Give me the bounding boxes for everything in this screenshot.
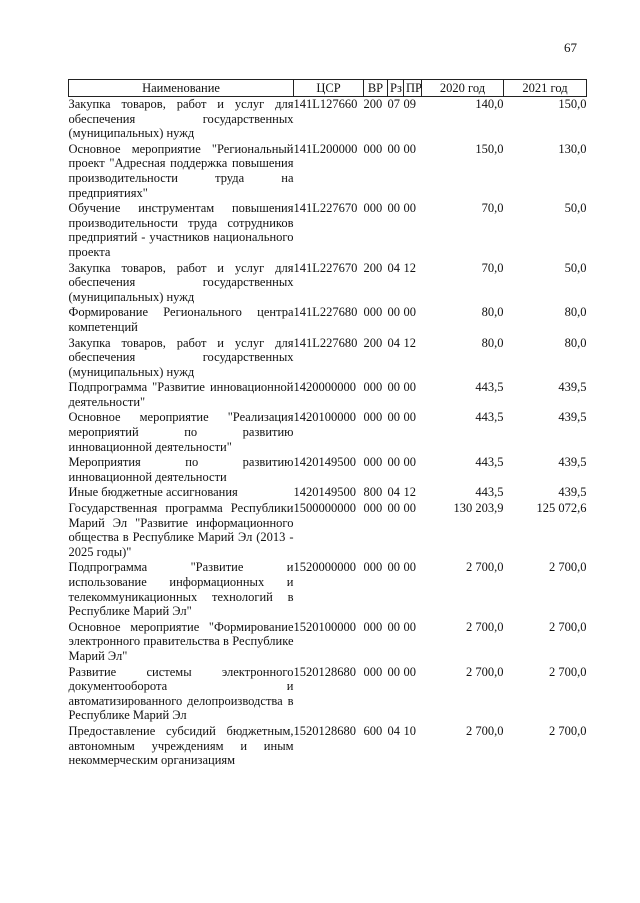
header-rz: Рз <box>388 80 404 97</box>
row-csr: 1420100000 <box>293 410 356 425</box>
row-rz: 04 <box>387 260 400 275</box>
row-vr: 000 <box>363 380 383 395</box>
row-pr: 00 <box>403 380 416 395</box>
table-row <box>69 142 587 201</box>
row-rz: 04 <box>387 335 400 350</box>
row-csr: 141L227680 <box>293 335 358 350</box>
row-amount-2021: 50,0 <box>564 201 587 216</box>
row-amount-2021: 150,0 <box>558 97 587 111</box>
table-row <box>69 620 587 665</box>
row-name: Мероприятия по развитию инновационной деятельности <box>68 455 294 484</box>
row-amount-2020: 2 700,0 <box>466 560 504 575</box>
row-csr: 1520100000 <box>293 619 356 634</box>
row-name: Государственная программа Республики Марий Эл "Развитие информационного общества в Республике Марий Эл (2013 - 2025 годы)" <box>68 501 294 559</box>
row-name: Подпрограмма "Развитие инновационной деятельности" <box>68 380 294 409</box>
row-pr: 00 <box>403 305 416 320</box>
row-name: Закупка товаров, работ и услуг для обеспечения государственных (муниципальных) нужд <box>68 335 294 379</box>
budget-table <box>68 79 587 769</box>
row-pr: 00 <box>403 201 416 216</box>
row-vr: 200 <box>363 97 383 111</box>
table-row <box>69 665 587 724</box>
row-amount-2020: 443,5 <box>475 455 504 470</box>
row-name: Иные бюджетные ассигнования <box>68 485 238 500</box>
row-vr: 800 <box>363 485 383 500</box>
table-row <box>69 336 587 381</box>
row-amount-2021: 50,0 <box>564 260 587 275</box>
row-pr: 00 <box>403 619 416 634</box>
row-amount-2020: 150,0 <box>475 141 504 156</box>
row-pr: 10 <box>403 723 416 738</box>
table-row <box>69 485 587 501</box>
row-rz: 07 <box>387 97 400 111</box>
row-rz: 00 <box>387 141 400 156</box>
row-pr: 09 <box>403 97 416 111</box>
row-name: Основное мероприятие "Формирование электронного правительства в Республике Марий Эл" <box>68 619 294 663</box>
row-amount-2021: 2 700,0 <box>549 723 587 738</box>
row-pr: 00 <box>403 664 416 679</box>
row-pr: 00 <box>403 501 416 516</box>
row-name: Подпрограмма "Развитие и использование информационных и телекоммуникационных технологий в Республике Марий Эл" <box>68 560 294 619</box>
row-csr: 1520000000 <box>293 560 356 575</box>
table-row <box>69 560 587 619</box>
row-csr: 141L127660 <box>293 97 358 111</box>
row-amount-2020: 2 700,0 <box>466 664 504 679</box>
row-rz: 04 <box>387 485 400 500</box>
header-csr: ЦСР <box>294 80 364 97</box>
row-pr: 12 <box>403 485 416 500</box>
row-csr: 1520128680 <box>293 723 356 738</box>
row-amount-2020: 130 203,9 <box>453 501 504 516</box>
table-header-row <box>69 80 587 97</box>
row-vr: 000 <box>363 141 383 156</box>
row-pr: 12 <box>403 260 416 275</box>
row-csr: 141L200000 <box>293 141 358 156</box>
row-csr: 1420000000 <box>293 380 356 395</box>
row-vr: 000 <box>363 560 383 575</box>
row-csr: 141L227670 <box>293 260 358 275</box>
row-rz: 00 <box>387 455 400 470</box>
header-2021: 2021 год <box>504 80 587 97</box>
row-csr: 1420149500 <box>293 455 356 470</box>
row-vr: 000 <box>363 619 383 634</box>
row-name: Закупка товаров, работ и услуг для обеспечения государственных (муниципальных) нужд <box>68 260 294 304</box>
row-rz: 00 <box>387 305 400 320</box>
table-row <box>69 501 587 560</box>
header-pr: ПР <box>404 80 422 97</box>
row-pr: 00 <box>403 141 416 156</box>
header-name: Наименование <box>69 80 294 97</box>
row-amount-2020: 140,0 <box>475 97 504 111</box>
table-row <box>69 410 587 455</box>
row-rz: 00 <box>387 201 400 216</box>
row-amount-2021: 439,5 <box>558 485 587 500</box>
header-2020: 2020 год <box>422 80 504 97</box>
row-amount-2021: 2 700,0 <box>549 560 587 575</box>
row-rz: 00 <box>387 664 400 679</box>
row-amount-2020: 70,0 <box>481 260 504 275</box>
row-amount-2021: 2 700,0 <box>549 664 587 679</box>
row-pr: 00 <box>403 455 416 470</box>
row-csr: 1520128680 <box>293 664 356 679</box>
row-csr: 141L227670 <box>293 201 358 216</box>
row-amount-2021: 125 072,6 <box>536 501 587 516</box>
row-name: Обучение инструментам повышения производительности труда сотрудников предприятий - участников национального проекта <box>68 201 294 259</box>
row-vr: 600 <box>363 723 383 738</box>
row-csr: 1420149500 <box>293 485 356 500</box>
row-rz: 00 <box>387 380 400 395</box>
row-vr: 000 <box>363 664 383 679</box>
header-vr: ВР <box>364 80 388 97</box>
row-amount-2020: 443,5 <box>475 410 504 425</box>
row-amount-2021: 80,0 <box>564 335 587 350</box>
row-amount-2020: 2 700,0 <box>466 619 504 634</box>
row-amount-2021: 130,0 <box>558 141 587 156</box>
row-vr: 200 <box>363 335 383 350</box>
table-row <box>69 261 587 306</box>
row-csr: 1500000000 <box>293 501 356 516</box>
row-csr: 141L227680 <box>293 305 358 320</box>
row-rz: 00 <box>387 410 400 425</box>
row-name: Основное мероприятие "Реализация мероприятий по развитию инновационной деятельности" <box>68 410 294 454</box>
row-name: Формирование Регионального центра компетенций <box>68 305 294 334</box>
row-vr: 000 <box>363 305 383 320</box>
table-row <box>69 97 587 142</box>
row-amount-2021: 2 700,0 <box>549 619 587 634</box>
row-rz: 04 <box>387 723 400 738</box>
row-amount-2020: 70,0 <box>481 201 504 216</box>
page-number: 67 <box>564 40 577 55</box>
row-vr: 000 <box>363 410 383 425</box>
row-vr: 200 <box>363 260 383 275</box>
row-pr: 12 <box>403 335 416 350</box>
table-row <box>69 380 587 410</box>
row-vr: 000 <box>363 455 383 470</box>
row-amount-2020: 80,0 <box>481 305 504 320</box>
row-amount-2020: 443,5 <box>475 485 504 500</box>
table-row <box>69 305 587 335</box>
row-amount-2021: 439,5 <box>558 410 587 425</box>
row-amount-2020: 2 700,0 <box>466 723 504 738</box>
row-name: Закупка товаров, работ и услуг для обеспечения государственных (муниципальных) нужд <box>68 97 294 141</box>
row-amount-2021: 439,5 <box>558 455 587 470</box>
table-row <box>69 724 587 769</box>
row-amount-2020: 443,5 <box>475 380 504 395</box>
row-name: Развитие системы электронного документооборота и автоматизированного делопроизводства в Республике Марий Эл <box>68 664 294 723</box>
row-pr: 00 <box>403 560 416 575</box>
row-vr: 000 <box>363 501 383 516</box>
row-pr: 00 <box>403 410 416 425</box>
row-name: Основное мероприятие "Региональный проект "Адресная поддержка повышения производительности труда на предприятиях" <box>68 141 294 200</box>
row-rz: 00 <box>387 501 400 516</box>
row-rz: 00 <box>387 619 400 634</box>
table-row <box>69 201 587 260</box>
row-rz: 00 <box>387 560 400 575</box>
row-amount-2021: 80,0 <box>564 305 587 320</box>
row-vr: 000 <box>363 201 383 216</box>
row-amount-2020: 80,0 <box>481 335 504 350</box>
table-row <box>69 455 587 485</box>
row-amount-2021: 439,5 <box>558 380 587 395</box>
row-name: Предоставление субсидий бюджетным, автономным учреждениям и иным некоммерческим организациям <box>68 723 294 768</box>
